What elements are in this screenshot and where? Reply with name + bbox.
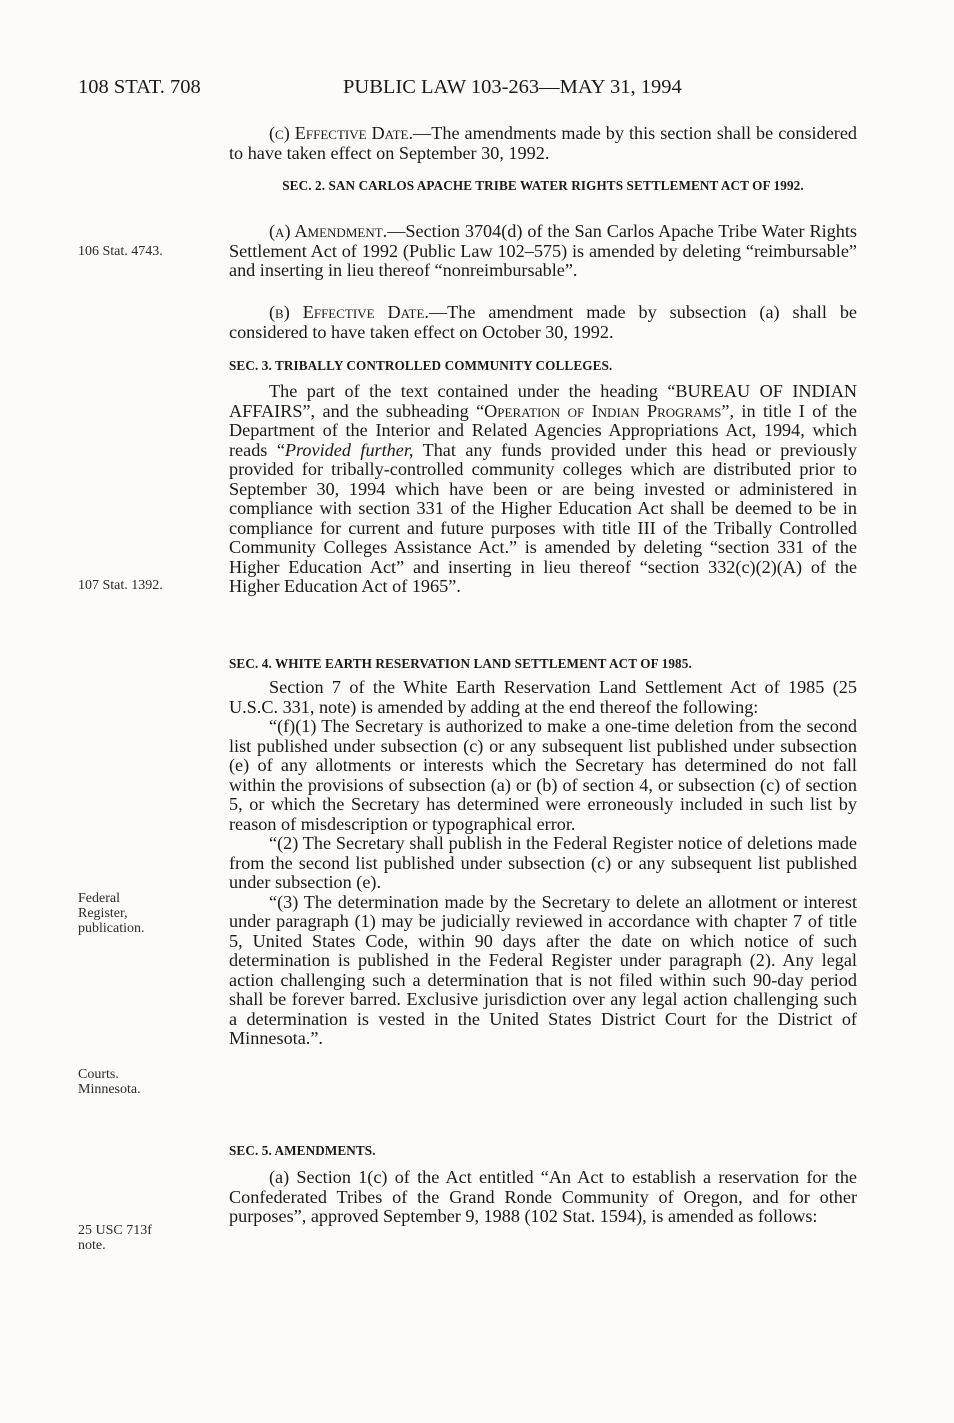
paragraph-text: —The amendment made by subsection (a) shall be considered to have taken effect on October 30, 1992. bbox=[229, 302, 857, 342]
margin-note-line: Federal bbox=[78, 891, 120, 906]
running-header bbox=[78, 76, 898, 106]
margin-note-line: note. bbox=[78, 1238, 106, 1253]
section-4-paragraph-f1: “(f)(1) The Secretary is authorized to make a one-time deletion from the second list published under subsection (c) or any subsequent list published under subsection (e) of any allotments or interests which the Secretary has determined do not fall within the provisions of subsection (a) or (b) of section 4, or subsection (c) of section 5, or which the Secretary has determined were erroneously included in such list by reason of misdescription or typographical error. bbox=[229, 716, 857, 834]
paragraph-label: (a) Amendment. bbox=[269, 221, 388, 241]
margin-note-stat-1392: 107 Stat. 1392. bbox=[78, 578, 163, 593]
margin-note-usc bbox=[78, 1223, 198, 1253]
paragraph-text: —The amendments made by this section shall be considered to have taken effect on September 30, 1992. bbox=[229, 123, 857, 163]
margin-note-federal-register bbox=[78, 891, 198, 936]
paragraph-label: (b) Effective Date. bbox=[269, 302, 429, 322]
law-title: PUBLIC LAW 103-263—MAY 31, 1994 bbox=[343, 76, 682, 98]
text-run: The part of the text contained under the heading “BUREAU OF INDIAN AFFAIRS”, and the subheading “ bbox=[229, 381, 857, 421]
paragraph-b-effective-date bbox=[229, 303, 857, 342]
section-4-paragraph-f3: “(3) The determination made by the Secretary to delete an allotment or interest under paragraph (1) may be judicially reviewed in accordance with chapter 7 of title 5, United States Code, within 90 days after the date on which notice of such determination is published in the Federal Register under paragraph (2). Any legal action challenging such a determination that is not filed within such 90-day period shall be forever barred. Exclusive jurisdiction over any legal action challenging such a determination is vested in the United States District Court for the District of Minnesota.”. bbox=[229, 891, 857, 1048]
section-3-body bbox=[229, 382, 857, 597]
paragraph-c-effective-date bbox=[229, 124, 857, 163]
section-4-intro: Section 7 of the White Earth Reservation Land Settlement Act of 1985 (25 U.S.C. 331, note) is amended by adding at the end thereof the following: bbox=[229, 677, 857, 717]
margin-note-line: publication. bbox=[78, 921, 145, 936]
margin-note-line: Courts. bbox=[78, 1067, 119, 1082]
paragraph-label: (c) Effective Date. bbox=[269, 123, 414, 143]
section-5-paragraph-a: (a) Section 1(c) of the Act entitled “An Act to establish a reservation for the Confederated Tribes of the Grand Ronde Community of Oregon, and for other purposes”, approved September 9, 1988 (102 Stat. 1594), is amended as follows: bbox=[229, 1167, 857, 1226]
section-4-paragraph-f2: “(2) The Secretary shall publish in the Federal Register notice of deletions made from the second list published under subsection (c) or any subsequent list published under subsection (e). bbox=[229, 833, 857, 892]
paragraph-a-amendment bbox=[229, 222, 857, 281]
margin-note-line: 25 USC 713f bbox=[78, 1223, 152, 1238]
section-4-heading: SEC. 4. WHITE EARTH RESERVATION LAND SETTLEMENT ACT OF 1985. bbox=[229, 656, 692, 671]
margin-note-courts bbox=[78, 1067, 198, 1097]
text-run: ”, in title I of the Department of the Interior and Related Agencies Appropriations Act, 1994, which reads “ bbox=[229, 400, 857, 460]
italic-text: Provided further, bbox=[284, 439, 414, 460]
subheading-text: Operation of Indian Programs bbox=[484, 400, 722, 421]
text-run: That any funds provided under this head or previously provided for tribally-controlled community colleges which are distributed prior to September 30, 1994 which have been or are being invested or administered in compliance with section 331 of the Higher Education Act shall be deemed to be in compliance for current and future purposes with title III of the Tribally Controlled Community Colleges Assistance Act.” is amended by deleting “section 331 of the Higher Education Act” and inserting in lieu thereof “section 332(c)(2)(A) of the Higher Education Act of 1965”. bbox=[229, 439, 858, 596]
section-4-body bbox=[229, 678, 857, 1049]
section-5-heading: SEC. 5. AMENDMENTS. bbox=[229, 1143, 376, 1158]
paragraph-text: —Section 3704(d) of the San Carlos Apache Tribe Water Rights Settlement Act of 1992 (Public Law 102–575) is amended by deleting “reimbursable” and inserting in lieu thereof “nonreimbursable”. bbox=[229, 221, 857, 280]
section-2-heading: SEC. 2. SAN CARLOS APACHE TRIBE WATER RIGHTS SETTLEMENT ACT OF 1992. bbox=[282, 178, 804, 193]
margin-note-stat-4743: 106 Stat. 4743. bbox=[78, 244, 163, 259]
margin-note-line: Register, bbox=[78, 906, 128, 921]
section-3-heading: SEC. 3. TRIBALLY CONTROLLED COMMUNITY COLLEGES. bbox=[229, 358, 613, 373]
stat-page-number: 108 STAT. 708 bbox=[78, 76, 201, 98]
margin-note-line: Minnesota. bbox=[78, 1082, 141, 1097]
section-5-body bbox=[229, 1168, 857, 1227]
